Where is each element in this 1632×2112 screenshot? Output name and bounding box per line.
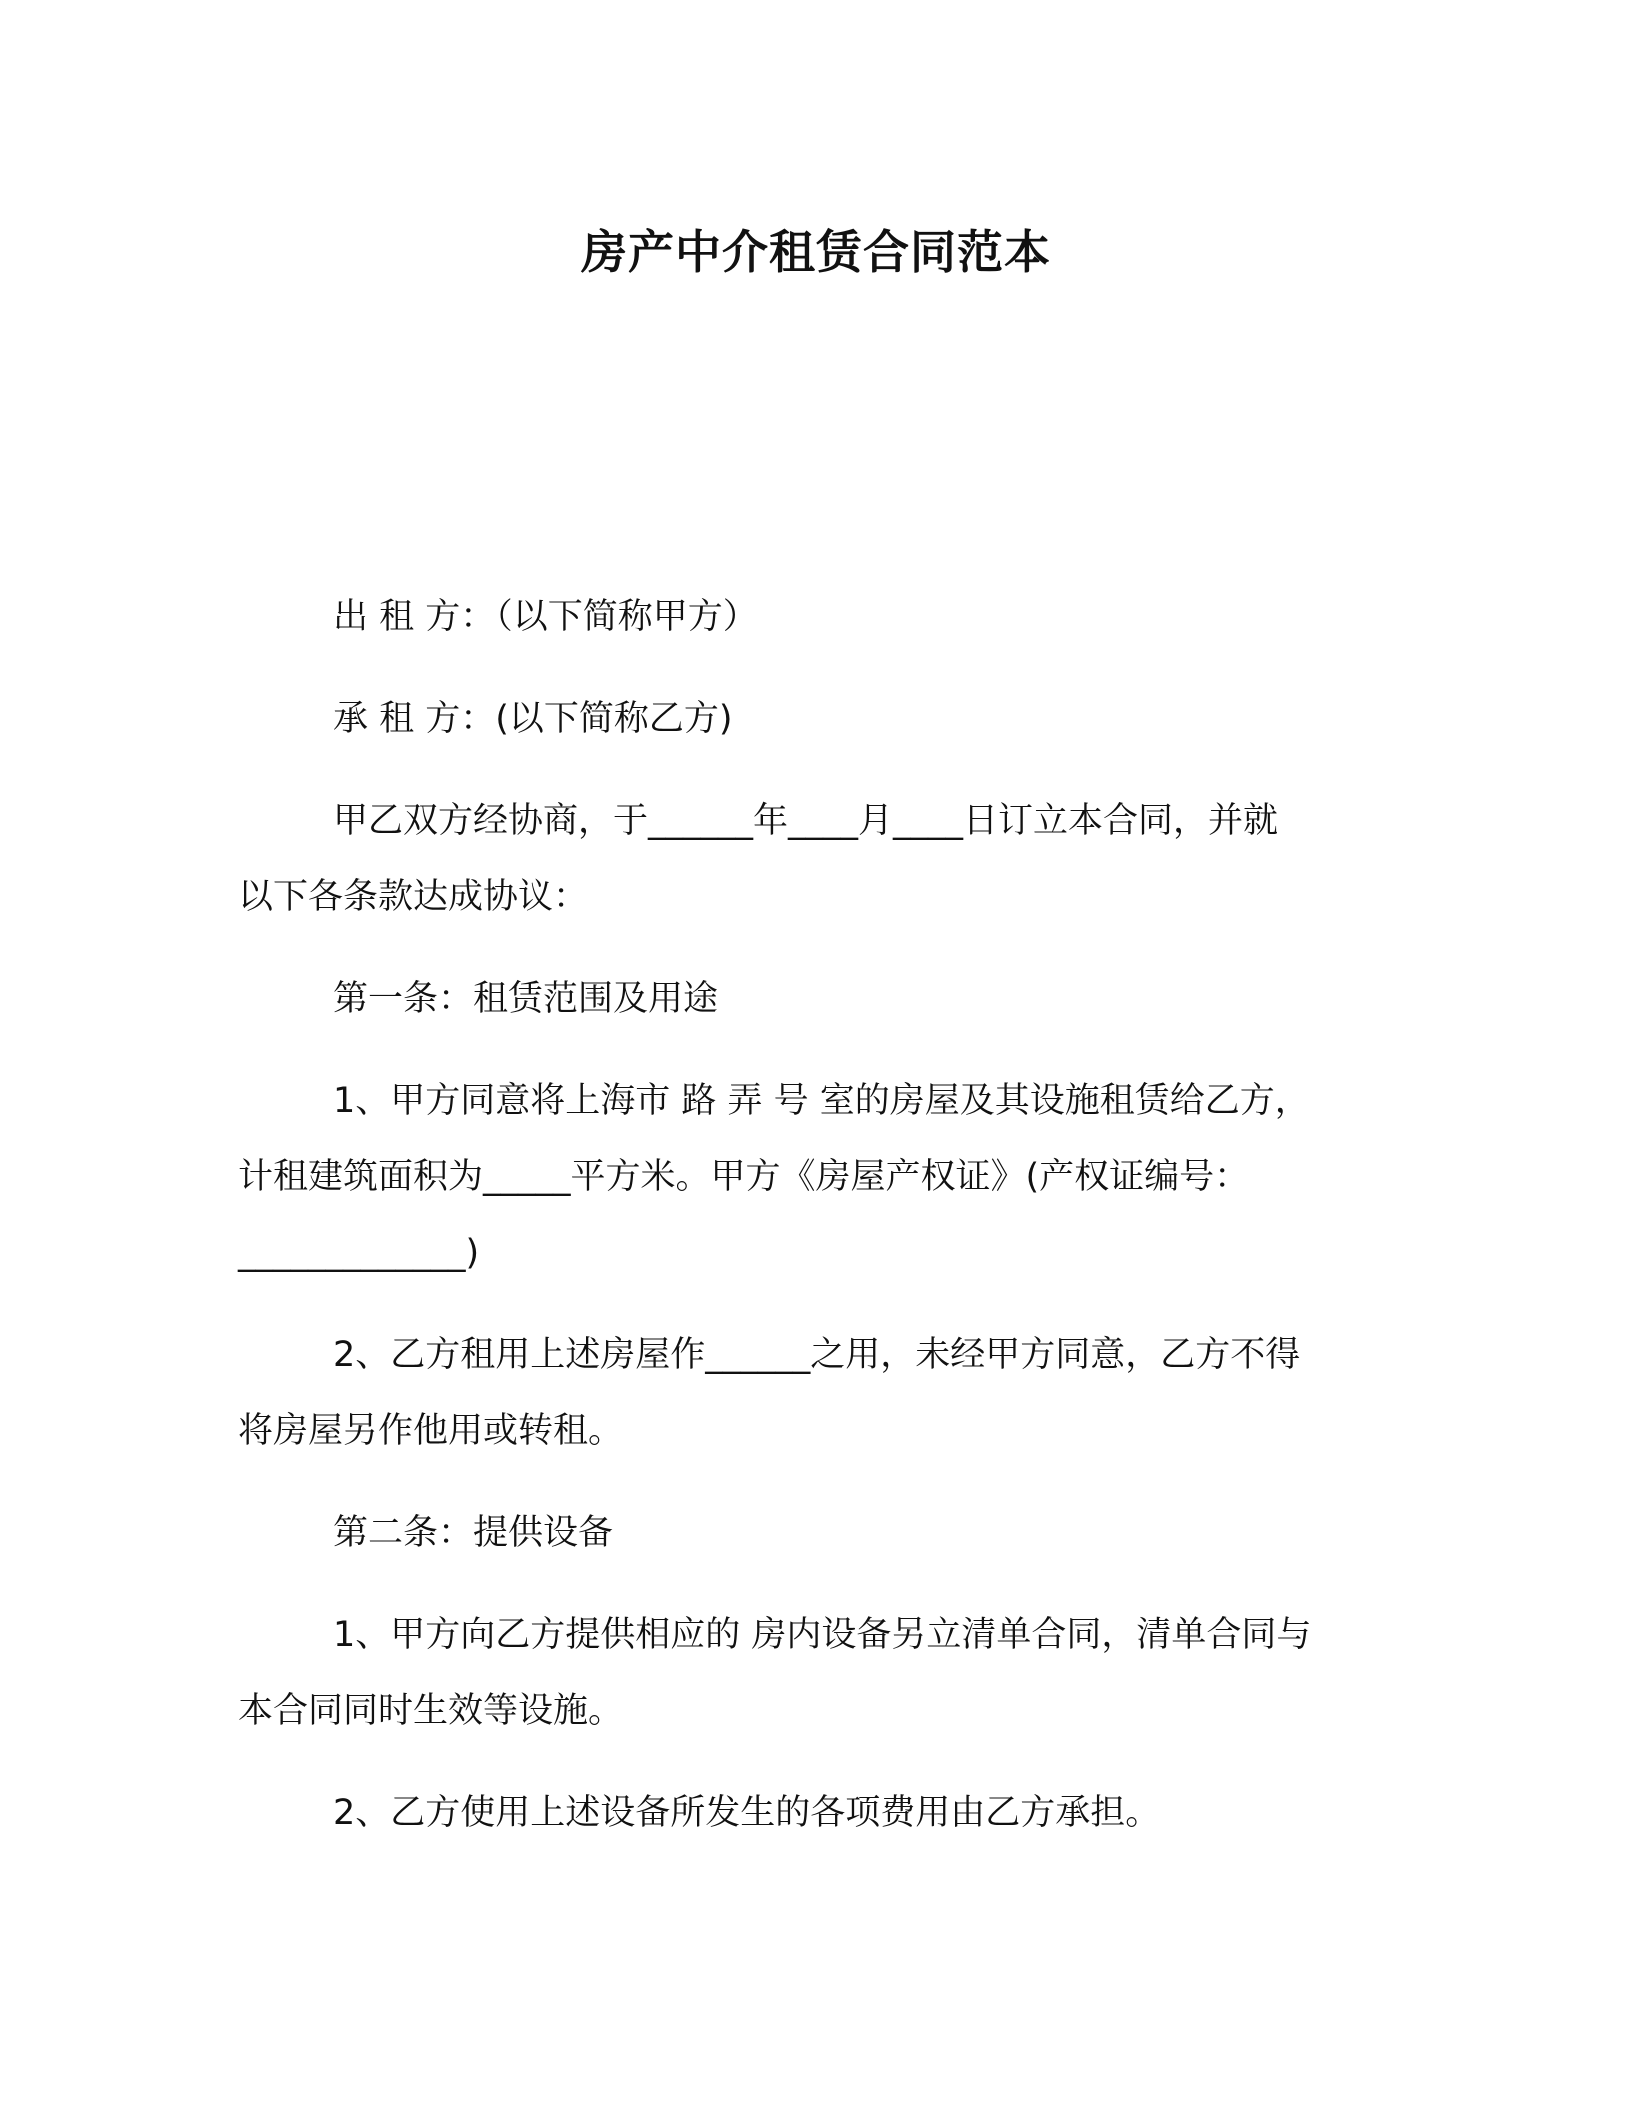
article-1-clause-1-line-3: _____________) (238, 1233, 480, 1273)
lessee-line: 承 租 方：(以下简称乙方) (333, 699, 733, 739)
preamble-line-2: 以下各条款达成协议： (238, 877, 589, 917)
article-2-clause-1-line-1: 1、甲方向乙方提供相应的 房内设备另立清单合同，清单合同与 (333, 1615, 1312, 1655)
article-1-clause-1-line-2: 计租建筑面积为_____平方米。甲方《房屋产权证》(产权证编号： (238, 1157, 1250, 1197)
article-1-heading: 第一条：租赁范围及用途 (333, 979, 719, 1019)
preamble-line-1: 甲乙双方经协商，于______年____月____日订立本合同，并就 (333, 801, 1279, 841)
article-1-clause-2-line-2: 将房屋另作他用或转租。 (238, 1411, 624, 1451)
article-2-clause-1-line-2: 本合同同时生效等设施。 (238, 1691, 624, 1731)
article-1-clause-2-line-1: 2、乙方租用上述房屋作______之用，未经甲方同意，乙方不得 (333, 1335, 1301, 1375)
document-title: 房产中介租赁合同范本 (581, 225, 1051, 279)
article-2-heading: 第二条：提供设备 (333, 1513, 614, 1553)
lessor-line: 出 租 方：（以下简称甲方） (333, 597, 758, 637)
article-2-clause-2-line-1: 2、乙方使用上述设备所发生的各项费用由乙方承担。 (333, 1793, 1161, 1833)
article-1-clause-1-line-1: 1、甲方同意将上海市 路 弄 号 室的房屋及其设施租赁给乙方， (333, 1081, 1310, 1121)
